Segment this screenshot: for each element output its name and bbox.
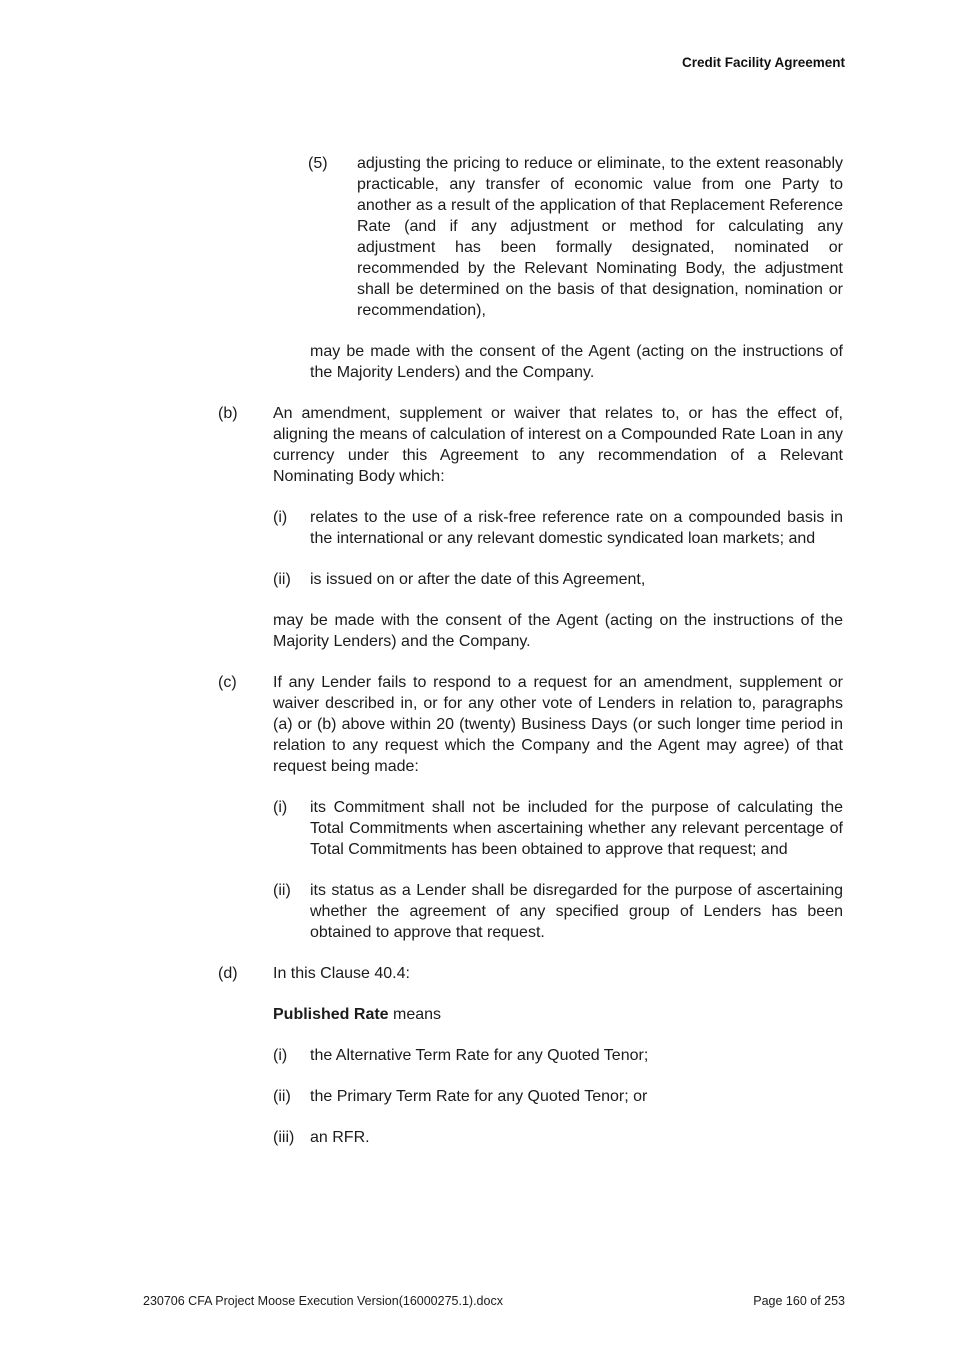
page-header-title: Credit Facility Agreement [681,55,845,70]
paragraph-text: An amendment, supplement or waiver that relates to, or has the effect of, aligning the means of calculation of interest on a Compounded Rate Loan in any currency under this Agreement to any recommendation of a Relevant Nominating Body which: [273,405,843,485]
list-item [218,672,843,777]
list-item [273,1127,843,1148]
paragraph-text: its status as a Lender shall be disregarded for the purpose of ascertaining whether the agreement of any specified group of Lenders has been obtained to approve that request. [310,882,843,941]
defined-term: Published Rate [273,1006,389,1023]
paragraph-text: the Primary Term Rate for any Quoted Tenor; or [310,1088,648,1105]
list-item [218,963,843,984]
list-item [218,403,843,487]
continuation-paragraph [310,341,843,383]
list-item [308,153,843,321]
page-footer [143,1294,845,1308]
page-header [0,55,845,70]
list-item [273,507,843,549]
list-marker: (i) [273,799,288,816]
paragraph-text: means [388,1006,442,1023]
list-marker: (ii) [273,1088,291,1105]
paragraph-text: In this Clause 40.4: [273,965,410,982]
document-body [0,153,965,1168]
paragraph-text: an RFR. [310,1129,370,1146]
list-item [273,1086,843,1107]
continuation-paragraph [273,610,843,652]
list-marker: (b) [218,405,238,422]
list-item [273,1045,843,1066]
list-marker: (5) [308,155,328,172]
list-marker: (d) [218,965,238,982]
paragraph-text: may be made with the consent of the Agent (acting on the instructions of the Majority Lenders) and the Company. [273,612,843,650]
list-marker: (ii) [273,882,291,899]
paragraph-text: its Commitment shall not be included for the purpose of calculating the Total Commitments when ascertaining whether any relevant percentage of Total Commitments has been obtained to approve that request; and [310,799,843,858]
footer-filename: 230706 CFA Project Moose Execution Version(16000275.1).docx [143,1294,503,1308]
list-item [273,880,843,943]
list-marker: (iii) [273,1129,295,1146]
definition-lead-in [273,1004,843,1025]
list-item [273,797,843,860]
paragraph-text: relates to the use of a risk-free reference rate on a compounded basis in the international or any relevant domestic syndicated loan markets; and [310,509,843,547]
paragraph-text: is issued on or after the date of this Agreement, [310,571,646,588]
paragraph-text: may be made with the consent of the Agent (acting on the instructions of the Majority Lenders) and the Company. [310,343,843,381]
paragraph-text: If any Lender fails to respond to a request for an amendment, supplement or waiver described in, or for any other vote of Lenders in relation to, paragraphs (a) or (b) above within 20 (twenty) Business Days (or such longer time period in relation to any request which the Company and the Agent may agree) of that request being made: [273,674,843,775]
list-marker: (ii) [273,571,291,588]
paragraph-text: adjusting the pricing to reduce or eliminate, to the extent reasonably practicable, any transfer of economic value from one Party to another as a result of the application of that Replacement Reference Rate (and if any adjustment or method for calculating any adjustment has been formally designated, nominated or recommended by the Relevant Nominating Body, the adjustment shall be determined on the basis of that designation, nomination or recommendation), [357,155,843,319]
list-marker: (c) [218,674,237,691]
footer-page-number: Page 160 of 253 [753,1294,845,1308]
list-marker: (i) [273,509,288,526]
list-item [273,569,843,590]
list-marker: (i) [273,1047,288,1064]
paragraph-text: the Alternative Term Rate for any Quoted Tenor; [310,1047,649,1064]
